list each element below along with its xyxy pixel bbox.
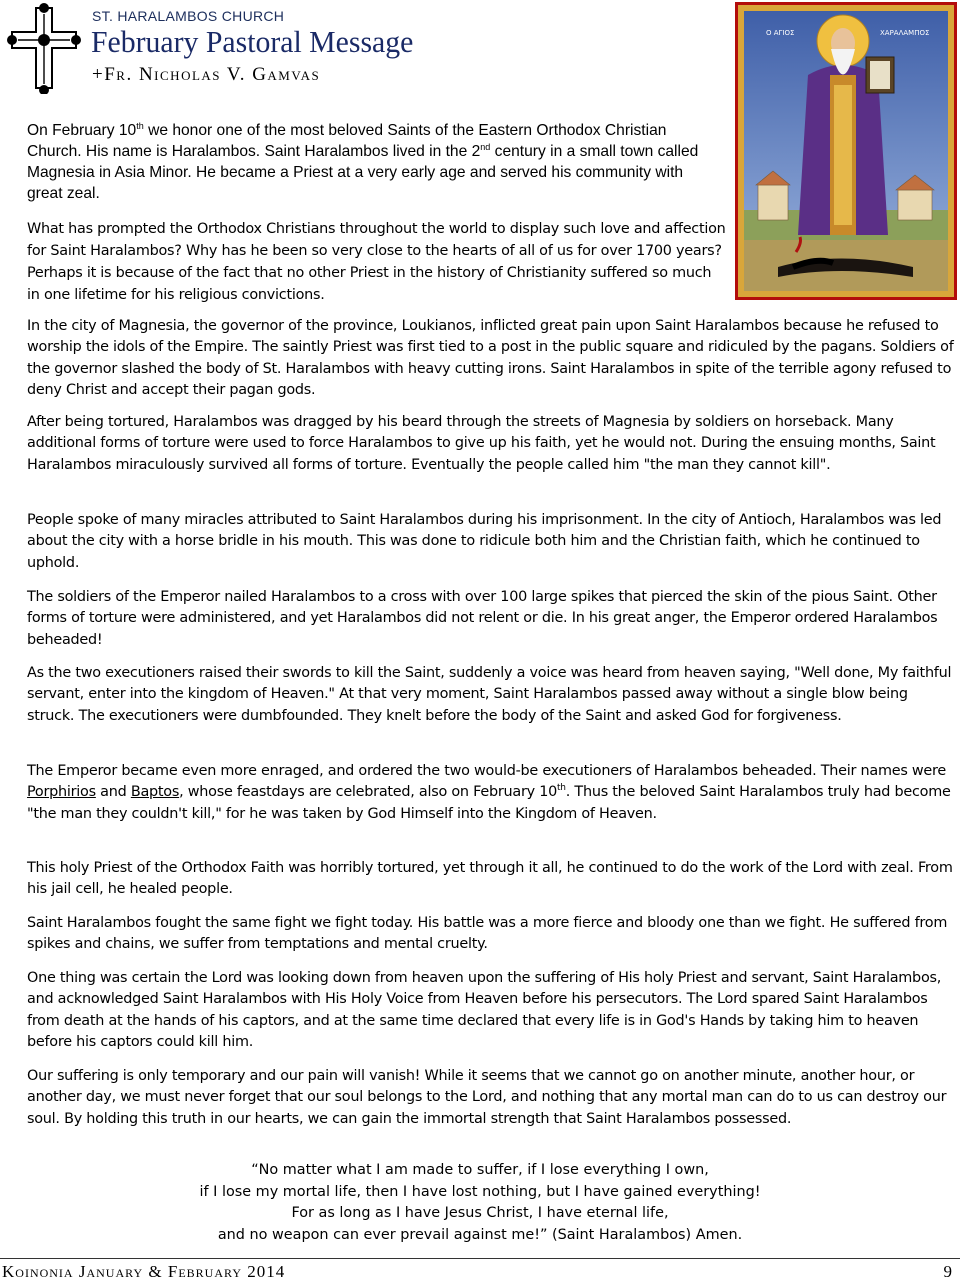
paragraph-10: Saint Haralambos fought the same fight we fight today. His battle was a more fierce and bloody one than we fight. He suffered from spikes and chains, we suffer from temptations and mental cruelty. — [27, 915, 948, 953]
paragraph-12: Our suffering is only temporary and our pain will vanish! While it seems that we cannot go on another minute, another hour, or another day, we must never forget that our soul belongs to the Lord, and nothing that any mortal man can do to us can destroy our soul. By holding this truth in our hearts, we can gain the immortal strength that Saint Haralambos possessed. — [27, 1068, 947, 1127]
page-number: 9 — [943, 1262, 952, 1281]
saint-quote: “No matter what I am made to suffer, if I lose everything I own, if I lose my mortal life, then I have lost nothing, but I have gained everything! For as long as I have Jesus Christ, I have eternal life, and no weapon can ever prevail against me!” (Saint Haralambos) Amen. — [199, 1162, 761, 1243]
paragraph-11: One thing was certain the Lord was looking down from heaven upon the suffering of His holy Priest and servant, Saint Haralambos, and acknowledged Saint Haralambos with His Holy Voice from Heaven before his persecutors. The Lord spared Saint Haralambos from death at the hands of his captors, and at the same time declared that every life is in God's Hands by taking him to heaven before his captors could kill him. — [27, 970, 942, 1051]
paragraph-6: The soldiers of the Emperor nailed Haralambos to a cross with over 100 large spikes that pierced the skin of the pious Saint. Other forms of torture were administered, and yet Haralambos did not relent or die. In his great anger, the Emperor ordered Haralambos beheaded! — [27, 589, 938, 648]
paragraph-3: In the city of Magnesia, the governor of the province, Loukianos, inflicted great pain upon Saint Haralambos because he refused to worship the idols of the Empire. The saintly Priest was first tied to a post in the public square and ridiculed by the pagans. Soldiers of the governor slashed the body of St. Haralambos with heavy cutting irons. Saint Haralambos in spite of the terrible agony refused to deny Christ and accept their pagan gods. — [27, 318, 954, 399]
saint-icon-image — [735, 2, 957, 300]
porphirios-link[interactable]: Porphirios — [27, 784, 96, 801]
church-name: ST. HARALAMBOS CHURCH — [92, 8, 285, 24]
paragraph-8: The Emperor became even more enraged, and ordered the two would-be executioners of Haralambos beheaded. Their names were Porphirios and Baptos, whose feastdays are celebrated, also on February 10th. Thus the beloved Saint Haralambos truly had become "the man they couldn't kill," for he was taken by God Himself into the Kingdom of Heaven. — [27, 763, 951, 822]
author: +Fr. Nicholas V. Gamvas — [92, 64, 321, 85]
paragraph-9: This holy Priest of the Orthodox Faith was horribly tortured, yet through it all, he continued to do the work of the Lord with zeal. From his jail cell, he healed people. — [27, 860, 953, 898]
icon-caption-right: ΧΑΡΑΛΑΜΠΟΣ — [880, 29, 930, 37]
baptos-link[interactable]: Baptos — [130, 784, 180, 801]
page-title: February Pastoral Message — [91, 24, 414, 59]
paragraph-5: People spoke of many miracles attributed to Saint Haralambos during his imprisonment. In the city of Antioch, Haralambos was led about the city with a horse bridle in his mouth. This was done to ridicule both him and the Christian faith, which he continued to uphold. — [27, 512, 942, 571]
paragraph-7: As the two executioners raised their swords to kill the Saint, suddenly a voice was heard from heaven saying, "Well done, My faithful servant, enter into the kingdom of Heaven." At that very moment, Saint Haralambos passed away without a single blow being struck. The executioners were dumbfounded. They knelt before the body of the Saint and asked God for forgiveness. — [27, 665, 952, 724]
footer-divider — [0, 1258, 960, 1259]
icon-caption-left: Ο ΑΓΙΟΣ — [766, 29, 795, 37]
paragraph-2: What has prompted the Orthodox Christians throughout the world to display such love and affection for Saint Haralambos? Why has he been so very close to the hearts of all of us for over 1700 years? Perhaps it is because of the fact that no other Priest in the history of Christianity suffered so much in one lifetime for his religious convictions. — [27, 221, 726, 303]
paragraph-intro: On February 10th we honor one of the most beloved Saints of the Eastern Orthodox Christian Church. His name is Haralambos. Saint Haralambos lived in the 2nd century in a small town called Magnesia in Asia Minor. He became a Priest at a very early age and served his community with great zeal. — [27, 120, 699, 202]
footer-publication: Koinonia January & February 2014 — [2, 1262, 286, 1281]
orthodox-cross-icon — [6, 2, 82, 94]
paragraph-4: After being tortured, Haralambos was dragged by his beard through the streets of Magnesia by soldiers on horseback. Many additional forms of torture were used to force Haralambos to give up his faith, yet he would not. During the ensuing months, Saint Haralambos miraculously survived all forms of torture. Eventually the people called him "the man they cannot kill". — [27, 414, 936, 473]
